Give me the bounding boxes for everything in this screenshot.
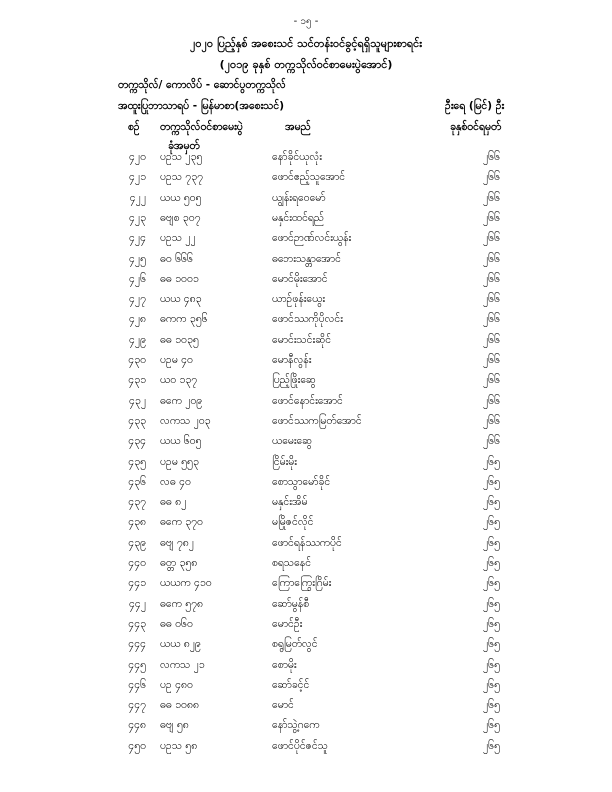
score: ၂၆၆ [483,415,500,427]
table-row [0,435,612,455]
candidate-name: ဓဘေးသန္တာအောင် [272,253,341,265]
registration-number: ဓဓ ၁၀၃၅ [160,334,199,346]
candidate-name: ကြောကြွေးဂြိမ်း [272,577,332,589]
row-number: ၄၄၈ [128,719,146,731]
row-number: ၄၄၄ [128,638,146,650]
count-label: ဦးရေ (မြင်) ဦး [445,100,505,112]
candidate-name: နော်ခိုင်ယုလုံး [272,151,322,163]
table-row [0,740,612,760]
registration-number: ဓကေ ၃၇၀ [160,516,203,528]
candidate-name: မောင်ဦး [272,618,303,630]
row-number: ၄၂၂ [129,192,146,204]
registration-number: ယယ ၆၀၅ [160,435,202,447]
table-row [0,577,612,597]
candidate-name: ယျွန်းရဝေမော် [272,192,326,204]
candidate-name: စောသွာမော်ခိုင် [272,476,331,488]
registration-number: ပဥသ ၂၃၅ [160,151,203,163]
table-row [0,313,612,333]
candidate-name: မနှင်းထင်ရည် [272,212,325,224]
table-row [0,699,612,719]
score: ၂၆၆ [483,313,500,325]
row-number: ၄၄၃ [128,618,146,630]
row-number: ၄၃၂ [129,395,146,407]
row-number: ၄၃၇ [128,496,146,508]
table-row [0,253,612,273]
score: ၂၆၆ [483,192,500,204]
candidate-name: စရသနေင် [272,557,312,569]
row-number: ၄၄၇ [128,699,146,711]
table-row [0,212,612,232]
registration-number: ဓကေ ၂၀၉ [160,395,203,407]
row-number: ၄၂၉ [129,334,146,346]
score: ၂၆၅ [483,719,500,731]
score: ၂၆၅ [483,557,500,569]
row-number: ၄၃၀ [128,354,146,366]
score: ၂၆၆ [483,293,500,305]
row-number: ၄၄၁ [128,577,146,589]
row-number: ၄၂၃ [129,212,146,224]
column-header-score: ခုနှစ်ဝင်ရမှတ် [450,121,502,133]
column-header-name: အမည် [285,121,311,133]
row-number: ၄၄၂ [129,598,146,610]
row-number: ၄၃၆ [128,476,146,488]
table-row [0,293,612,313]
score: ၂၆၅ [483,659,500,671]
score: ၂၆၆ [483,374,500,386]
candidate-name: ဖောင်ဧည့်သူအောင် [272,171,346,183]
table-row [0,557,612,577]
table-row [0,232,612,252]
candidate-name: စရွမြတ်လွင် [272,638,318,650]
subject-line: အထူးပြုဘာသာရပ် - မြန်မာစာ(အစေးသင်) [118,100,285,112]
registration-number: ယယ ၅၀၅ [160,192,202,204]
score: ၂၆၅ [483,740,500,752]
candidate-name: ဖောင်ဿကိုပိုလင်း [272,313,343,325]
registration-number: ဓတ္တ ၃၅၈ [160,557,198,569]
candidate-name: ဖောင်ပိုင်ဇင်သူ [272,740,328,752]
table-row [0,537,612,557]
row-number: ၄၃၁ [128,374,146,386]
row-number: ၄၄၀ [128,557,146,569]
row-number: ၄၄၅ [128,659,146,671]
table-row [0,334,612,354]
score: ၂၆၆ [483,151,500,163]
candidate-name: ပြည့်ဖြိုးဆွေ [272,374,316,386]
row-number: ၄၃၃ [128,415,146,427]
candidate-name: ငြိမ်းမိုး [272,456,297,468]
table-row [0,516,612,536]
candidate-name: ယာဉ်ဖုန်းယွေး [272,293,325,305]
registration-number: ပဥ ၄၈၀ [160,679,193,691]
row-number: ၄၂၄ [129,232,146,244]
row-number: ၄၂၅ [129,253,146,265]
registration-number: ပဥသ ၇၃၇ [160,171,204,183]
registration-number: ဓ၀ ၆၆၆ [160,253,193,265]
score: ၂၆၆ [483,354,500,366]
candidate-name: ဆော်မွန်စီ [272,598,310,610]
table-row [0,415,612,435]
registration-number: ဓဓ ၈၂ [160,496,187,508]
table-row [0,496,612,516]
registration-number: ယယက ၄၁၀ [160,577,212,589]
registration-number: ယယ ၄၈၃ [160,293,202,305]
registration-number: ဓဗျ ၇၈၂ [160,537,194,549]
table-row [0,679,612,699]
score: ၂၆၅ [483,537,500,549]
registration-number: ဓဓ ၁၀၈၈ [160,699,199,711]
score: ၂၆၆ [483,253,500,265]
candidate-name: ဖောင်ဉာဏ်လင်းယွန်း [272,232,352,244]
candidate-name: မောနီလွန်း [272,354,312,366]
registration-number: ဓကက ၃၅၆ [160,313,208,325]
document-subtitle: (၂၀၁၉ ခုနှစ် တက္ကသိုလ်ဝင်စာမေးပွဲအောင်) [219,58,393,71]
row-number: ၄၄၆ [128,679,146,691]
table-row [0,618,612,638]
column-header-no: စဉ် [128,121,140,133]
row-number: ၄၃၅ [128,456,146,468]
registration-number: ပဥသ ၅၈ [160,740,198,752]
table-row [0,151,612,171]
column-header-reg-line2: ခုံအမှတ် [168,140,200,152]
table-row [0,659,612,679]
registration-number: ယယ ၈၂၉ [160,638,201,650]
score: ၂၆၅ [483,577,500,589]
candidate-name: ဖောင်နောင်းအောင် [272,395,343,407]
registration-number: ဓဗျ ၅၈ [160,719,189,731]
row-number: ၄၃၈ [128,516,146,528]
score: ၂၆၅ [483,699,500,711]
registration-number: ဓကေ ၅၇၈ [160,598,204,610]
candidate-name: ဖောင်ရန်ဿကပိုင် [272,537,342,549]
score: ၂၆၅ [483,516,500,528]
score: ၂၆၅ [483,476,500,488]
score: ၂၆၆ [483,212,500,224]
candidate-name: မမြိုဇင်လိုင် [272,516,314,528]
table-row [0,354,612,374]
candidate-name: ဖောင်ဿကမြတ်အောင် [272,415,362,427]
page-number: - ၁၅ - [293,16,319,27]
candidate-name: မောင် [272,699,294,711]
score: ၂၆၅ [483,598,500,610]
table-row [0,456,612,476]
document-title: ၂၀၂၀ ပြည့်နှစ် အစေးသင် သင်တန်းဝင်ခွင့်ရရှိသူများစာရင်း [189,37,423,50]
table-row [0,395,612,415]
score: ၂၆၅ [483,496,500,508]
university-line: တက္ကသိုလ်/ ကောလိပ် - ဆောင်ပွတက္ကသိုလ် [118,79,286,91]
candidate-name: မောင်းသင်းဆိုင် [272,334,332,346]
table-row [0,719,612,739]
candidate-name: နော်သွဲ့ဂကေ [272,719,320,731]
registration-number: လဓ ၄၀ [160,476,191,488]
table-row [0,476,612,496]
candidate-name: ယမေးဆွေ [272,435,313,447]
score: ၂၆၅ [483,638,500,650]
registration-number: ဓဗျစ ၃၀၇ [160,212,201,224]
registration-number: ဓဓ ၀၆၀ [160,618,193,630]
table-row [0,598,612,618]
registration-number: ပဥမ ၄၀ [160,354,193,366]
row-number: ၄၂၁ [129,171,146,183]
score: ၂၆၅ [483,456,500,468]
score: ၂၆၆ [483,435,500,447]
row-number: ၄၃၉ [128,537,146,549]
score: ၂၆၆ [483,334,500,346]
candidate-name: စောမိုး [272,659,297,671]
table-row [0,192,612,212]
row-number: ၄၂၆ [129,273,146,285]
score: ၂၆၅ [483,679,500,691]
row-number: ၄၃၄ [128,435,146,447]
table-row [0,273,612,293]
score: ၂၆၅ [483,618,500,630]
candidate-name: မောင်မိုးအောင် [272,273,328,285]
candidate-name: ဆော်ခင့်င် [272,679,310,691]
row-number: ၄၂၇ [129,293,146,305]
candidate-name: မနှင်းအိမ် [272,496,308,508]
row-number: ၄၂၈ [128,313,146,325]
row-number: ၄၂၀ [129,151,146,163]
registration-number: လကသ ၂၀၃ [160,415,211,427]
registration-number: ပဥမ ၅၅၃ [160,456,199,468]
table-row [0,171,612,191]
column-header-reg: တက္ကသိုလ်ဝင်စာမေးပွဲ [160,121,243,133]
registration-number: ဓဓ ၁၀၀၁ [160,273,199,285]
registration-number: လကသ ၂၁ [160,659,205,671]
table-row [0,374,612,394]
score: ၂၆၆ [483,395,500,407]
registration-number: ပဥသ ၂၂ [160,232,196,244]
table-row [0,638,612,658]
registration-number: ယ၀ ၁၃၇ [160,374,198,386]
score: ၂၆၆ [483,232,500,244]
score: ၂၆၆ [483,273,500,285]
row-number: ၄၅၀ [128,740,146,752]
score: ၂၆၆ [483,171,500,183]
